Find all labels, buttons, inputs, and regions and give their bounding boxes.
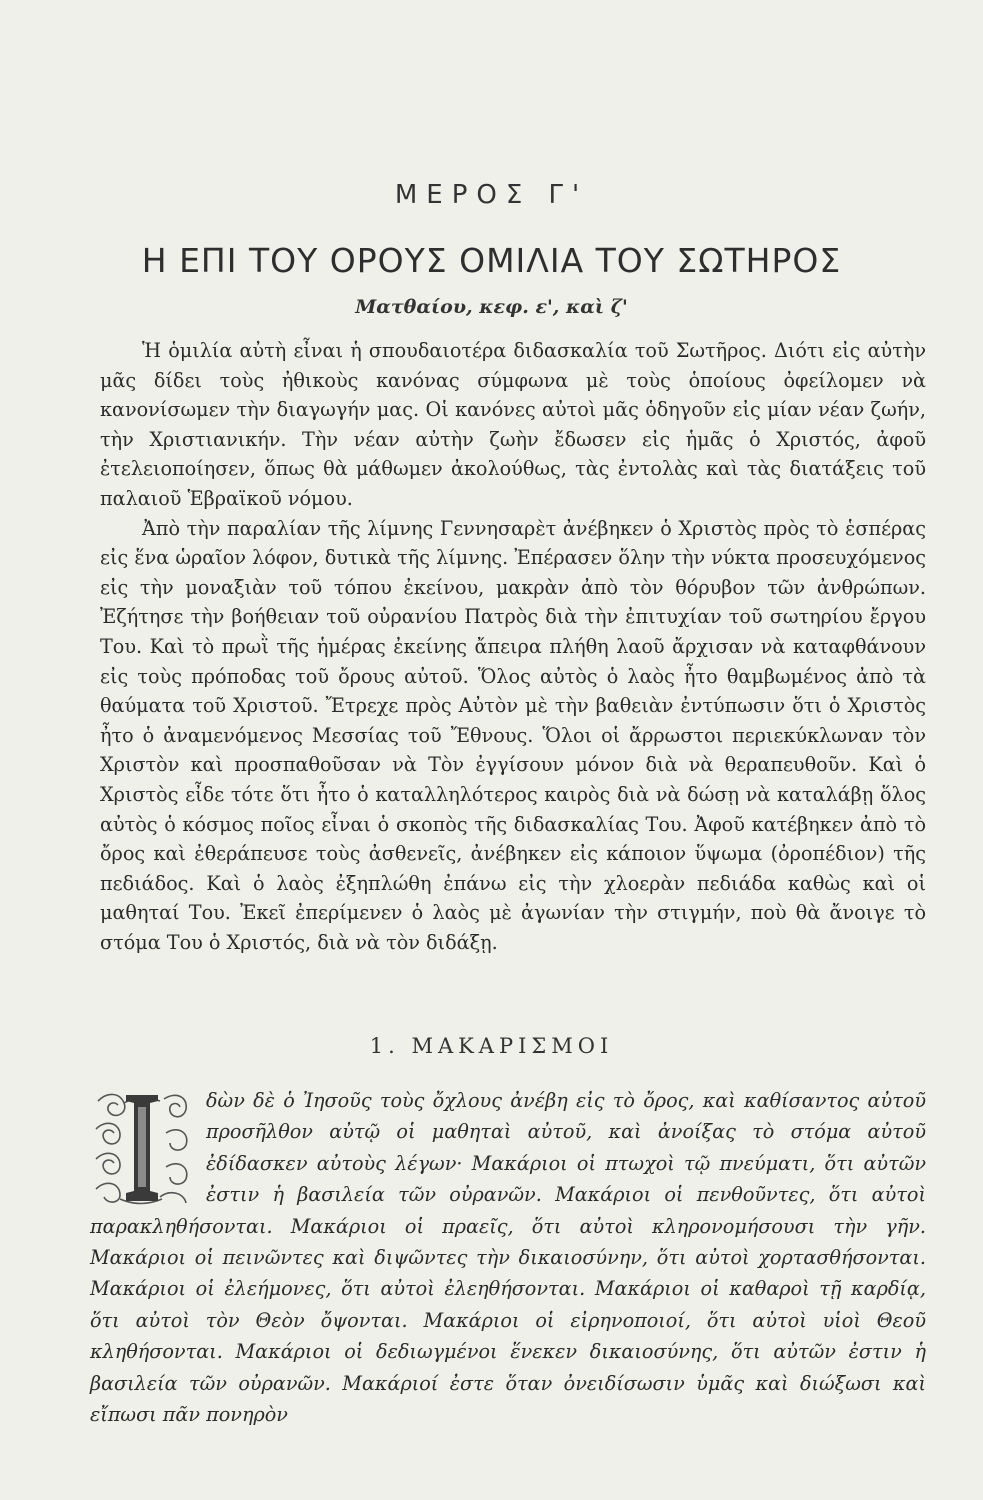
intro-text <box>100 336 926 957</box>
intro-paragraph-2: Ἀπὸ τὴν παραλίαν τῆς λίμνης Γεννησαρὲτ ἀνέβηκεν ὁ Χριστὸς πρὸς τὸ ἑσπέρας εἰς ἕνα ὡραῖον λόφον, δυτικὰ τῆς λίμνης. Ἐπέρασεν ὅλην τὴν νύκτα προσευχόμενος εἰς τὴν μοναξιὰν τοῦ τόπου ἐκείνου, μακρὰν ἀπὸ τὸν θόρυβον τῶν ἀνθρώπων. Ἐζήτησε τὴν βοήθειαν τοῦ οὐρανίου Πατρὸς διὰ τὴν ἐπιτυχίαν τοῦ σωτηρίου ἔργου Του. Καὶ τὸ πρωῒ τῆς ἡμέρας ἐκείνης ἄπειρα πλήθη λαοῦ ἄρχισαν νὰ καταφθάνουν εἰς τοὺς πρόποδας τοῦ ὄρους αὐτοῦ. Ὅλος αὐτὸς ὁ λαὸς ἦτο θαμβωμένος ἀπὸ τὰ θαύματα τοῦ Χριστοῦ. Ἔτρεχε πρὸς Αὐτὸν μὲ τὴν βαθειὰν ἐντύπωσιν ὅτι ὁ Χριστὸς ἦτο ὁ ἀναμενόμενος Μεσσίας τοῦ Ἔθνους. Ὅλοι οἱ ἄρρωστοι περιεκύκλωναν τὸν Χριστὸν καὶ προσπαθοῦσαν νὰ Τὸν ἐγγίσουν μόνον διὰ νὰ θεραπευθοῦν. Καὶ ὁ Χριστὸς εἶδε τότε ὅτι ἦτο ὁ καταλληλότερος καιρὸς διὰ νὰ δώσῃ νὰ καταλάβῃ ὅλος αὐτὸς ὁ κόσμος ποῖος εἶναι ὁ σκοπὸς τῆς διδασκαλίας Του. Ἀφοῦ κατέβηκεν ἀπὸ τὸ ὄρος καὶ ἐθεράπευσε τοὺς ἀσθενεῖς, ἀνέβηκεν εἰς κάποιον ὕψωμα (ὀροπέδιον) τῆς πεδιάδος. Καὶ ὁ λαὸς ἐξηπλώθη ἐπάνω εἰς τὴν χλοερὰν πεδιάδα καθὼς καὶ οἱ μαθηταί Του. Ἐκεῖ ἐπερίμενεν ὁ λαὸς μὲ ἀγωνίαν τὴν στιγμήν, ποὺ θὰ ἄνοιγε τὸ στόμα Του ὁ Χριστός, διὰ νὰ τὸν διδάξῃ. <box>100 516 926 954</box>
beatitudes-text <box>90 1085 926 1430</box>
part-title: ΜΕΡΟΣ Γ' <box>394 180 589 210</box>
chapter-title: Η ΕΠΙ ΤΟΥ ΟΡΟΥΣ ΟΜΙΛΙΑ ΤΟΥ ΣΩΤΗΡΟΣ <box>141 241 842 280</box>
chapter-reference: Ματθαίου, κεφ. ε', καὶ ζ' <box>355 296 628 318</box>
section-heading: 1. ΜΑΚΑΡΙΣΜΟΙ <box>369 1034 614 1058</box>
intro-paragraph-1: Ἡ ὁμιλία αὐτὴ εἶναι ἡ σπουδαιοτέρα διδασκαλία τοῦ Σωτῆρος. Διότι εἰς αὐτὴν μᾶς δίδει τοὺς ἠθικοὺς κανόνας σύμφωνα μὲ τοὺς ὁποίους ὀφείλομεν νὰ κανονίσωμεν τὴν διαγωγήν μας. Οἱ κανόνες αὐτοὶ μᾶς ὁδηγοῦν εἰς μίαν νέαν ζωήν, τὴν Χριστιανικήν. Τὴν νέαν αὐτὴν ζωὴν ἔδωσεν εἰς ἡμᾶς ὁ Χριστός, ἀφοῦ ἐτελειοποίησεν, ὅπως θὰ μάθωμεν ἀκολούθως, τὰς ἐντολὰς καὶ τὰς διατάξεις τοῦ παλαιοῦ Ἑβραϊκοῦ νόμου. <box>100 339 926 510</box>
drop-cap-ornament <box>90 1089 194 1207</box>
beatitudes-passage: δὼν δὲ ὁ Ἰησοῦς τοὺς ὄχλους ἀνέβη εἰς τὸ ὄρος, καὶ καθίσαντος αὐτοῦ προσῆλθον αὐτῷ οἱ μαθηταὶ αὐτοῦ, καὶ ἀνοίξας τὸ στόμα αὐτοῦ ἐδίδασκεν αὐτοὺς λέγων· Μακάριοι οἱ πτωχοὶ τῷ πνεύματι, ὅτι αὐτῶν ἐστιν ἡ βασιλεία τῶν οὐρανῶν. Μακάριοι οἱ πενθοῦντες, ὅτι αὐτοὶ παρακληθήσονται. Μακάριοι οἱ πραεῖς, ὅτι αὐτοὶ κληρονομήσουσι τὴν γῆν. Μακάριοι οἱ πεινῶντες καὶ διψῶντες τὴν δικαιοσύνην, ὅτι αὐτοὶ χορτασθήσονται. Μακάριοι οἱ ἐλεήμονες, ὅτι αὐτοὶ ἐλεηθήσονται. Μακάριοι οἱ καθαροὶ τῇ καρδίᾳ, ὅτι αὐτοὶ τὸν Θεὸν ὄψονται. Μακάριοι οἱ εἰρηνοποιοί, ὅτι αὐτοὶ υἱοὶ Θεοῦ κληθήσονται. Μακάριοι οἱ δεδιωγμένοι ἕνεκεν δικαιοσύνης, ὅτι αὐτῶν ἐστιν ἡ βασιλεία τῶν οὐρανῶν. Μακάριοί ἐστε ὅταν ὀνειδίσωσιν ὑμᾶς καὶ διώξωσι καὶ εἴπωσι πᾶν πονηρὸν <box>90 1089 926 1427</box>
